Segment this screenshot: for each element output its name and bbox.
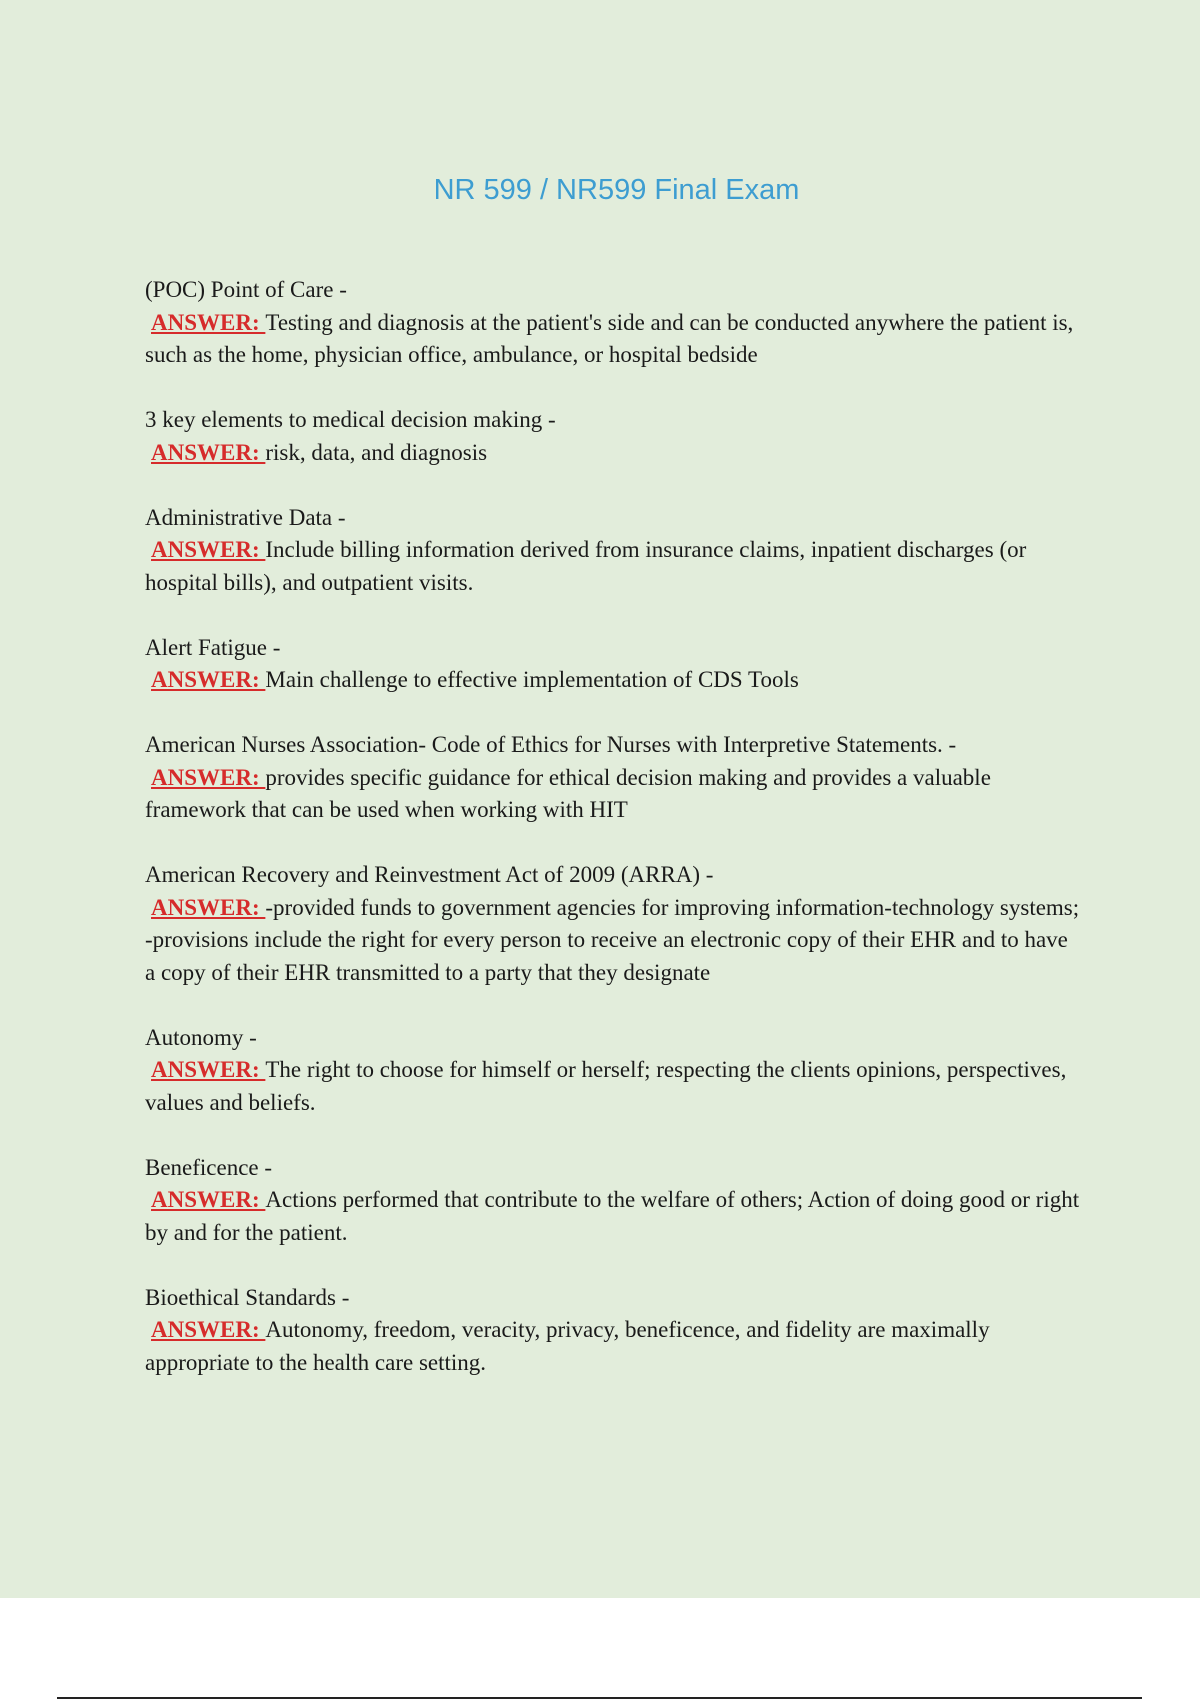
qa-term: American Recovery and Reinvestment Act of 2009 (ARRA) - (145, 862, 714, 887)
qa-answer (145, 534, 1080, 599)
qa-entry (145, 1282, 1080, 1380)
qa-term: Beneficence - (145, 1154, 273, 1180)
answer-text: Actions performed that contribute to the welfare of others; Action of doing good or right by and for the patient. (145, 1187, 1080, 1245)
qa-answer (145, 1314, 1080, 1379)
qa-answer (145, 762, 1080, 827)
qa-answer (145, 437, 1080, 470)
answer-text: Testing and diagnosis at the patient's side and can be conducted anywhere the patient is, such as the home, physician office, ambulance, or hospital bedside (145, 309, 1074, 367)
answer-label: ANSWER: (151, 309, 266, 335)
answer-text: Main challenge to effective implementation of CDS Tools (265, 667, 799, 692)
qa-term: Alert Fatigue - (145, 634, 281, 660)
qa-answer (145, 1184, 1080, 1249)
answer-label: ANSWER: (151, 667, 266, 692)
qa-entry (145, 632, 1080, 697)
qa-answer (145, 1054, 1080, 1119)
answer-label: ANSWER: (151, 894, 266, 920)
qa-entry (145, 502, 1080, 600)
qa-term: (POC) Point of Care - (145, 277, 347, 302)
qa-answer (145, 892, 1080, 990)
answer-text: Include billing information derived from insurance claims, inpatient discharges (or hospital bills), and outpatient visits. (145, 537, 1027, 595)
qa-answer (145, 664, 1080, 697)
answer-label: ANSWER: (151, 1057, 266, 1082)
answer-label: ANSWER: (151, 439, 266, 465)
qa-answer (145, 307, 1080, 372)
qa-term: Bioethical Standards - (145, 1284, 350, 1310)
qa-list (145, 274, 1080, 1412)
answer-text: Autonomy, freedom, veracity, privacy, beneficence, and fidelity are maximally appropriate to the health care setting. (145, 1317, 990, 1375)
answer-text: -provided funds to government agencies for improving information-technology systems; -provisions include the right for every person to receive an electronic copy of their EHR and to have a copy of their EHR transmitted to a party that they designate (145, 894, 1080, 985)
answer-label: ANSWER: (151, 1317, 266, 1342)
qa-term: American Nurses Association- Code of Ethics for Nurses with Interpretive Statements. - (145, 732, 957, 757)
qa-entry (145, 274, 1080, 372)
answer-text: risk, data, and diagnosis (265, 439, 488, 465)
answer-text: The right to choose for himself or herself; respecting the clients opinions, perspectives, values and beliefs. (145, 1057, 1067, 1115)
document-title: NR 599 / NR599 Final Exam (433, 174, 800, 206)
qa-entry (145, 859, 1080, 989)
footer-divider (57, 1697, 1142, 1699)
qa-term: Autonomy - (145, 1024, 257, 1050)
answer-label: ANSWER: (151, 537, 266, 562)
answer-text: provides specific guidance for ethical decision making and provides a valuable framework that can be used when working with HIT (145, 764, 991, 822)
answer-label: ANSWER: (151, 764, 266, 790)
qa-term: Administrative Data - (145, 504, 346, 530)
qa-term: 3 key elements to medical decision making - (145, 407, 556, 432)
answer-label: ANSWER: (151, 1187, 266, 1212)
qa-entry (145, 1022, 1080, 1120)
qa-entry (145, 1152, 1080, 1250)
qa-entry (145, 404, 1080, 469)
qa-entry (145, 729, 1080, 827)
